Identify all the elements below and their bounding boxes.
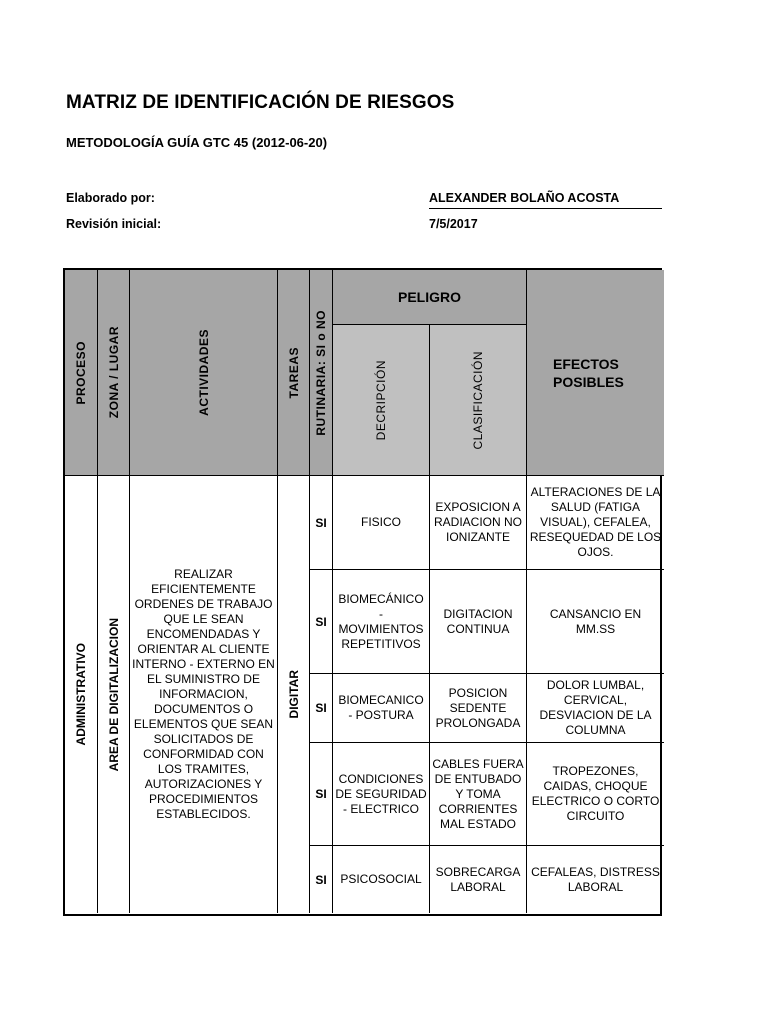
tareas-value: DIGITAR <box>286 670 301 719</box>
table-row-2-efectos <box>527 570 664 674</box>
table-row-3-rutinaria <box>310 674 333 743</box>
header-tareas <box>278 270 310 476</box>
table-row-5-efectos <box>527 846 664 913</box>
clasificacion-value: SOBRECARGA LABORAL <box>435 864 521 894</box>
proceso-value: ADMINISTRATIVO <box>74 643 88 746</box>
descripcion-value: FISICO <box>360 515 401 529</box>
table-row-1-clasificacion <box>430 476 527 570</box>
header-rutinaria <box>310 270 333 476</box>
table-row-3-clasificacion <box>430 674 527 743</box>
header-peligro-label: PELIGRO <box>397 289 461 305</box>
table-row-2-clasificacion <box>430 570 527 674</box>
header-clasificacion <box>430 325 527 476</box>
efectos-value: DOLOR LUMBAL, CERVICAL, DESVIACION DE LA COLUMNA <box>539 678 652 737</box>
table-row-4-clasificacion <box>430 743 527 846</box>
table-row-2-descripcion <box>333 570 430 674</box>
table-row-4-efectos <box>527 743 664 846</box>
header-actividades <box>130 270 278 476</box>
table-row-1-descripcion <box>333 476 430 570</box>
table-row-4-rutinaria <box>310 743 333 846</box>
document-title: MATRIZ DE IDENTIFICACIÓN DE RIESGOS <box>66 92 455 113</box>
header-tareas-label: TAREAS <box>286 346 301 399</box>
rutinaria-value: SI <box>315 614 327 629</box>
header-zona-label: ZONA / LUGAR <box>106 326 121 419</box>
actividades-cell <box>130 476 278 913</box>
revision-value: 7/5/2017 <box>429 217 478 231</box>
risk-matrix-table <box>63 268 662 916</box>
header-descripcion <box>333 325 430 476</box>
signature-line <box>429 208 662 209</box>
descripcion-value: PSICOSOCIAL <box>340 872 422 886</box>
clasificacion-value: DIGITACION CONTINUA <box>443 606 513 636</box>
header-proceso-label: PROCESO <box>74 340 88 405</box>
clasificacion-value: CABLES FUERA DE ENTUBADO Y TOMA CORRIENTES MAL ESTADO <box>432 756 524 831</box>
header-efectos <box>527 270 664 476</box>
zona-value: AREA DE DIGITALIZACION <box>106 617 121 772</box>
table-row-3-efectos <box>527 674 664 743</box>
rutinaria-value: SI <box>315 701 327 715</box>
descripcion-value: BIOMECANICO - POSTURA <box>338 693 424 722</box>
elaborado-value: ALEXANDER BOLAÑO ACOSTA <box>429 191 620 205</box>
clasificacion-value: EXPOSICION A RADIACION NO IONIZANTE <box>433 500 522 544</box>
tareas-cell <box>278 476 310 913</box>
table-row-4-descripcion <box>333 743 430 846</box>
header-peligro <box>333 270 527 325</box>
table-row-5-clasificacion <box>430 846 527 913</box>
zona-cell <box>98 476 130 913</box>
table-row-5-descripcion <box>333 846 430 913</box>
rutinaria-value: SI <box>315 872 327 887</box>
header-rutinaria-label: RUTINARIA: SI o NO <box>314 309 328 436</box>
header-zona <box>98 270 130 476</box>
header-descripcion-label: DECRIPCIÓN <box>374 359 388 441</box>
header-proceso <box>65 270 98 476</box>
table-row-2-rutinaria <box>310 570 333 674</box>
header-clasificacion-label: CLASIFICACIÓN <box>471 350 485 450</box>
descripcion-value: BIOMECÁNICO - MOVIMIENTOS REPETITIVOS <box>338 591 424 651</box>
table-row-1-rutinaria <box>310 476 333 570</box>
revision-label: Revisión inicial: <box>66 217 162 231</box>
efectos-value: ALTERACIONES DE LA SALUD (FATIGA VISUAL), CEFALEA, RESEQUEDAD DE LOS OJOS. <box>529 485 662 559</box>
table-row-5-rutinaria <box>310 846 333 913</box>
proceso-cell <box>65 476 98 913</box>
efectos-value: CEFALEAS, DISTRESS LABORAL <box>531 864 660 894</box>
rutinaria-value: SI <box>315 515 327 530</box>
header-actividades-label: ACTIVIDADES <box>196 329 211 416</box>
clasificacion-value: POSICION SEDENTE PROLONGADA <box>435 685 521 730</box>
elaborado-label: Elaborado por: <box>66 191 155 205</box>
descripcion-value: CONDICIONES DE SEGURIDAD - ELECTRICO <box>335 771 427 816</box>
table-row-1-efectos <box>527 476 664 570</box>
header-efectos-label: EFECTOS POSIBLES <box>553 355 624 390</box>
efectos-value: TROPEZONES, CAIDAS, CHOQUE ELECTRICO O CORTO CIRCUITO <box>531 764 660 823</box>
table-row-3-descripcion <box>333 674 430 743</box>
document-subtitle: METODOLOGÍA GUÍA GTC 45 (2012-06-20) <box>66 135 328 150</box>
actividades-value: REALIZAR EFICIENTEMENTE ORDENES DE TRABAJO QUE LE SEAN ENCOMENDADAS Y ORIENTAR AL CLIENTE INTERNO - EXTERNO EN EL SUMINISTRO DE INFORMACION, DOCUMENTOS O ELEMENTOS QUE SEAN SOLICITADOS DE CONFORMIDAD CON LOS TRAMITES, AUTORIZACIONES Y PROCEDIMIENTOS ESTABLECIDOS. <box>132 567 275 821</box>
rutinaria-value: SI <box>315 787 327 801</box>
efectos-value: CANSANCIO EN MM.SS <box>549 606 642 636</box>
